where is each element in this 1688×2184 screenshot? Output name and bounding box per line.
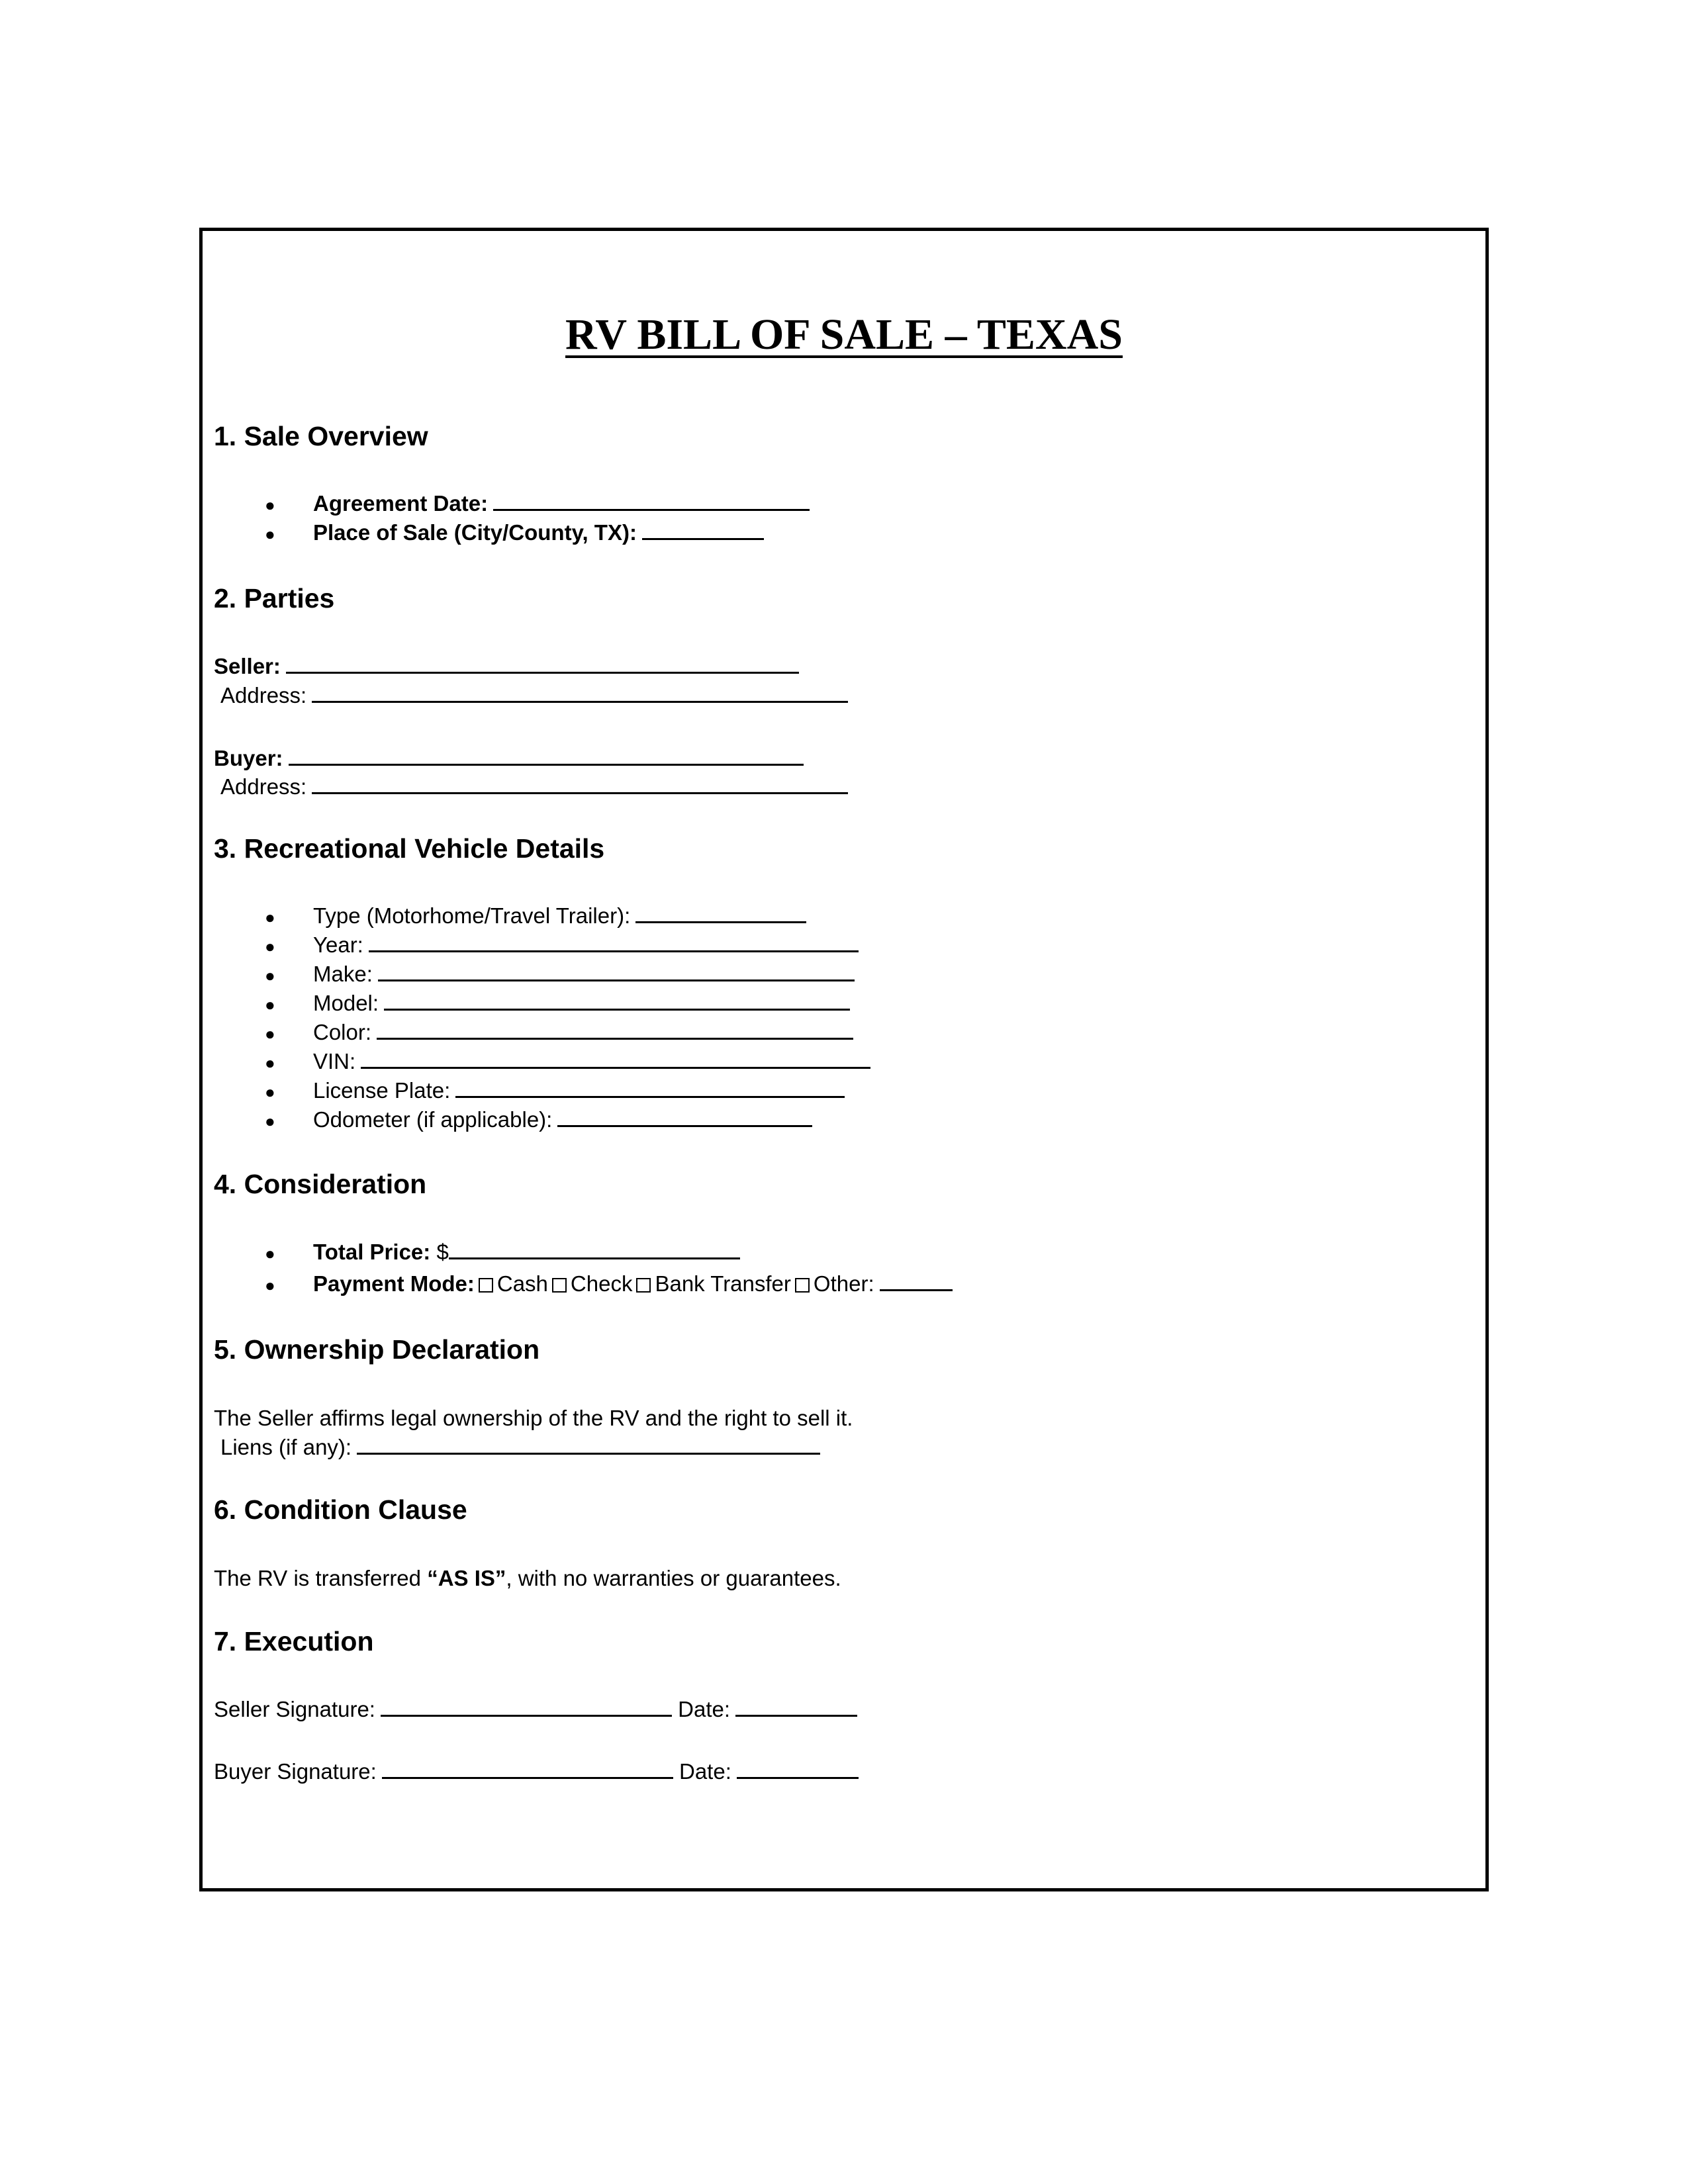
- condition-text-post: , with no warranties or guarantees.: [506, 1566, 841, 1590]
- as-is-text: “AS IS”: [427, 1566, 506, 1590]
- option-cash-label: Cash: [496, 1271, 548, 1296]
- bullet-icon: ●: [265, 495, 275, 515]
- vin-line[interactable]: [361, 1050, 870, 1069]
- model-field[interactable]: [313, 991, 850, 1016]
- seller-signature-row: [214, 1697, 857, 1722]
- liens-line[interactable]: [357, 1435, 820, 1455]
- payment-mode-label: Payment Mode:: [313, 1271, 475, 1296]
- checkbox-bank-transfer[interactable]: [636, 1278, 651, 1293]
- buyer-address-line[interactable]: [312, 775, 848, 794]
- vin-field[interactable]: [313, 1049, 870, 1074]
- year-field[interactable]: [313, 933, 859, 958]
- bullet-icon: ●: [265, 1111, 275, 1131]
- odometer-field[interactable]: [313, 1107, 812, 1132]
- total-price-field[interactable]: [313, 1240, 740, 1265]
- option-other-label: Other:: [813, 1271, 874, 1296]
- bullet-icon: ●: [265, 936, 275, 956]
- section-heading-consideration: 4. Consideration: [214, 1169, 427, 1199]
- seller-signature-line[interactable]: [381, 1698, 672, 1717]
- place-of-sale-line[interactable]: [642, 521, 764, 540]
- seller-line[interactable]: [286, 655, 799, 674]
- section-heading-condition-clause: 6. Condition Clause: [214, 1494, 467, 1525]
- currency-symbol: $: [436, 1240, 449, 1264]
- model-line[interactable]: [384, 991, 850, 1011]
- liens-label: Liens (if any):: [220, 1435, 352, 1459]
- bullet-icon: ●: [265, 1082, 275, 1102]
- seller-signature-label: Seller Signature:: [214, 1697, 375, 1721]
- bullet-icon: ●: [265, 1053, 275, 1073]
- buyer-date-label: Date:: [679, 1759, 731, 1784]
- make-line[interactable]: [378, 962, 855, 981]
- section-heading-sale-overview: 1. Sale Overview: [214, 421, 428, 451]
- section-heading-vehicle-details: 3. Recreational Vehicle Details: [214, 833, 605, 864]
- total-price-label: Total Price:: [313, 1240, 431, 1264]
- buyer-line[interactable]: [289, 747, 804, 766]
- option-bank-transfer-label: Bank Transfer: [655, 1271, 791, 1296]
- bullet-icon: ●: [265, 995, 275, 1015]
- option-check-label: Check: [570, 1271, 633, 1296]
- document-title: RV BILL OF SALE – TEXAS: [565, 310, 1123, 359]
- ownership-statement: The Seller affirms legal ownership of the RV and the right to sell it.: [214, 1406, 853, 1430]
- model-label: Model:: [313, 991, 379, 1015]
- seller-address-label: Address:: [220, 683, 307, 707]
- make-label: Make:: [313, 962, 373, 986]
- place-of-sale-label: Place of Sale (City/County, TX):: [313, 520, 637, 545]
- buyer-signature-row: [214, 1759, 859, 1784]
- checkbox-check[interactable]: [552, 1278, 567, 1293]
- total-price-line[interactable]: [449, 1240, 740, 1259]
- checkbox-cash[interactable]: [479, 1278, 493, 1293]
- seller-date-label: Date:: [678, 1697, 731, 1721]
- license-plate-line[interactable]: [455, 1079, 845, 1098]
- buyer-date-line[interactable]: [737, 1760, 859, 1779]
- buyer-address-label: Address:: [220, 774, 307, 799]
- buyer-label: Buyer:: [214, 746, 283, 770]
- license-plate-label: License Plate:: [313, 1078, 451, 1103]
- buyer-signature-label: Buyer Signature:: [214, 1759, 377, 1784]
- payment-mode-row: [313, 1271, 953, 1297]
- section-heading-ownership-declaration: 5. Ownership Declaration: [214, 1334, 540, 1365]
- odometer-line[interactable]: [557, 1108, 812, 1127]
- checkbox-other[interactable]: [795, 1278, 810, 1293]
- liens-field[interactable]: [220, 1435, 820, 1460]
- seller-address-line[interactable]: [312, 684, 848, 703]
- color-line[interactable]: [377, 1021, 853, 1040]
- seller-date-line[interactable]: [735, 1698, 857, 1717]
- agreement-date-field[interactable]: [313, 491, 810, 516]
- license-plate-field[interactable]: [313, 1078, 845, 1103]
- bullet-icon: ●: [265, 966, 275, 985]
- agreement-date-line[interactable]: [493, 492, 810, 511]
- section-heading-execution: 7. Execution: [214, 1626, 374, 1657]
- bullet-icon: ●: [265, 907, 275, 927]
- rv-type-field[interactable]: [313, 903, 806, 929]
- vin-label: VIN:: [313, 1049, 356, 1073]
- color-field[interactable]: [313, 1020, 853, 1045]
- other-payment-line[interactable]: [880, 1272, 953, 1291]
- bullet-icon: ●: [265, 524, 275, 544]
- rv-type-line[interactable]: [635, 904, 806, 923]
- seller-field[interactable]: [214, 654, 799, 679]
- condition-statement: [214, 1566, 841, 1591]
- section-heading-parties: 2. Parties: [214, 583, 335, 614]
- bullet-icon: ●: [265, 1244, 275, 1263]
- agreement-date-label: Agreement Date:: [313, 491, 489, 516]
- condition-text-pre: The RV is transferred: [214, 1566, 428, 1590]
- color-label: Color:: [313, 1020, 372, 1044]
- buyer-address-field[interactable]: [220, 774, 848, 799]
- make-field[interactable]: [313, 962, 855, 987]
- place-of-sale-field[interactable]: [313, 520, 764, 545]
- seller-label: Seller:: [214, 654, 281, 678]
- rv-type-label: Type (Motorhome/Travel Trailer):: [313, 903, 631, 928]
- odometer-label: Odometer (if applicable):: [313, 1107, 553, 1132]
- bullet-icon: ●: [265, 1275, 275, 1295]
- year-label: Year:: [313, 933, 363, 957]
- bullet-icon: ●: [265, 1024, 275, 1044]
- buyer-signature-line[interactable]: [382, 1760, 673, 1779]
- year-line[interactable]: [369, 933, 859, 952]
- seller-address-field[interactable]: [220, 683, 848, 708]
- buyer-field[interactable]: [214, 746, 804, 771]
